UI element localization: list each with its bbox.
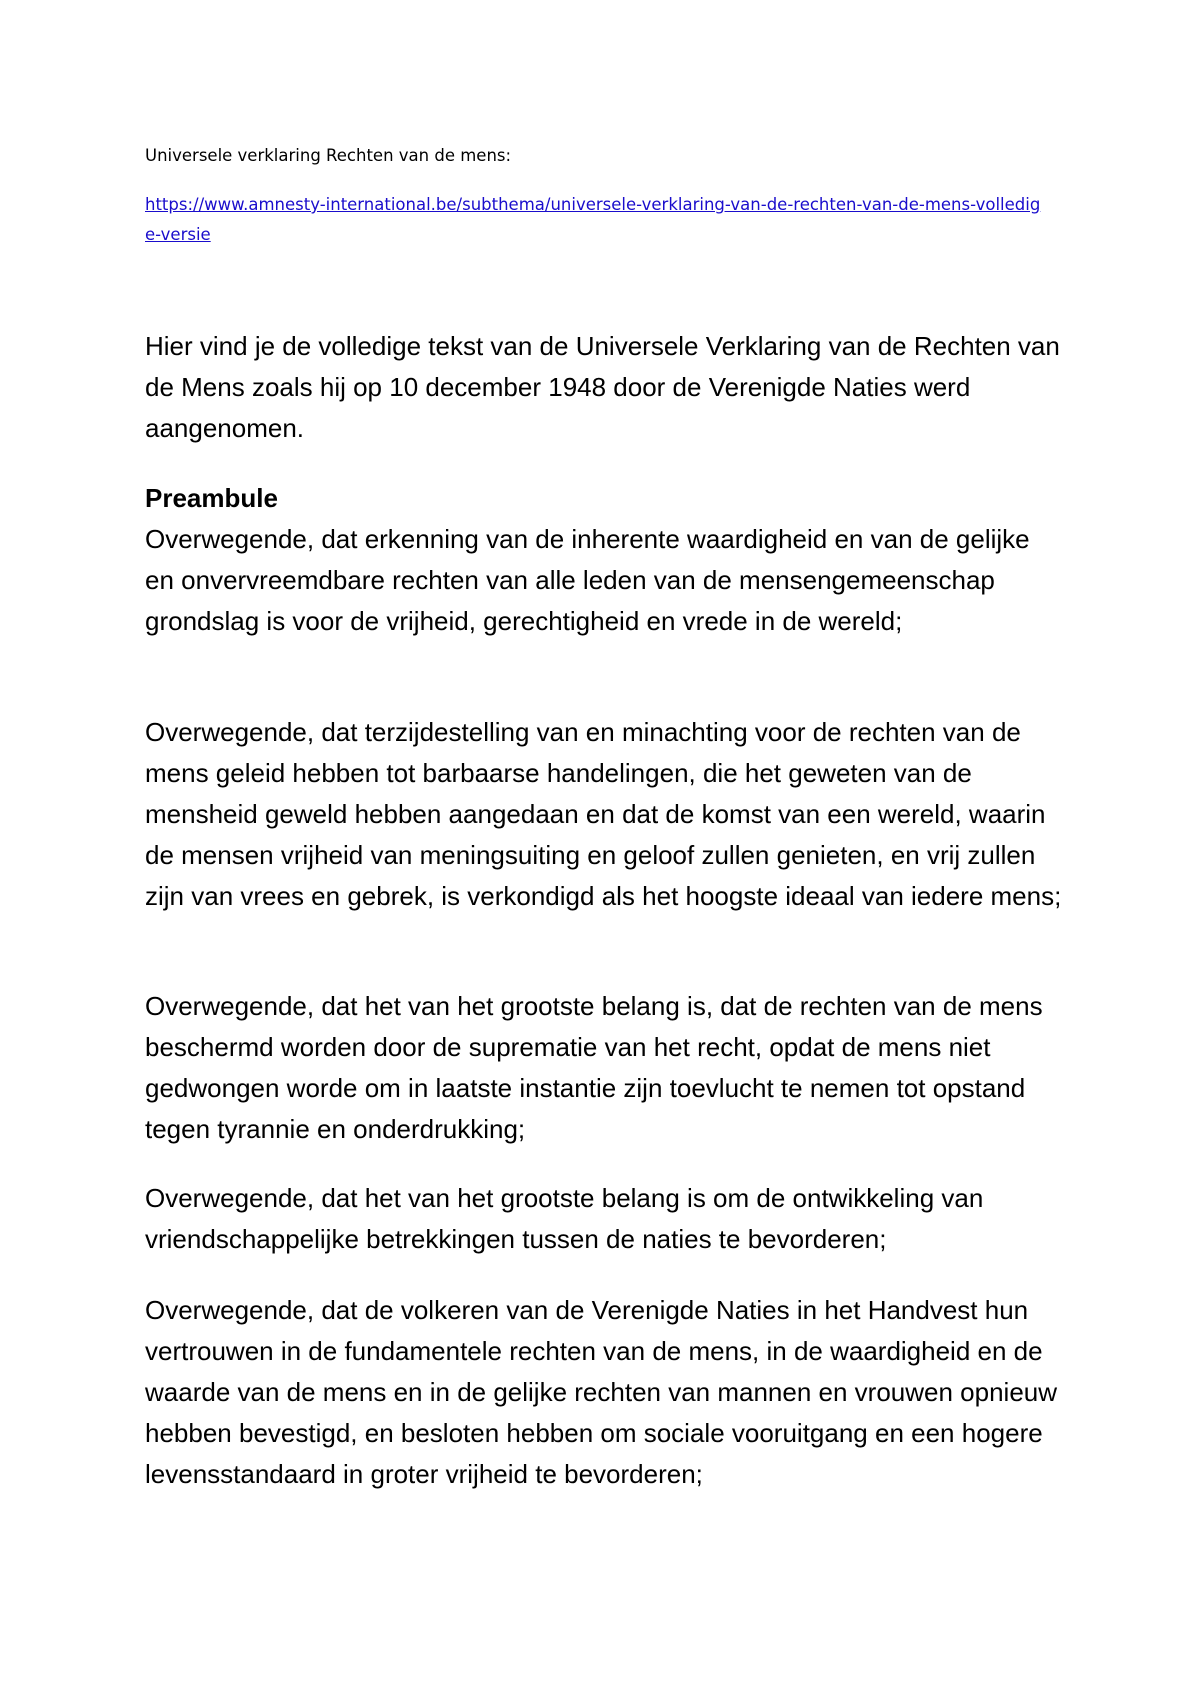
source-link[interactable]: https://www.amnesty-international.be/subthema/universele-verklaring-van-de-rechten-van-de-mens-volledige-versie	[145, 195, 1041, 244]
preamble-paragraph: Overwegende, dat de volkeren van de Verenigde Naties in het Handvest hun vertrouwen in de fundamentele rechten van de mens, in de waardigheid en de waarde van de mens en in de gelijke rechten van mannen en vrouwen opnieuw hebben bevestigd, en besloten hebben om sociale vooruitgang en een hogere levensstandaard in groter vrijheid te bevorderen;	[145, 1295, 1058, 1489]
section-heading-preambule: Preambule	[145, 483, 278, 513]
intro-paragraph: Hier vind je de volledige tekst van de Universele Verklaring van de Rechten van de Mens zoals hij op 10 december 1948 door de Verenigde Naties werd aangenomen.	[145, 331, 1060, 443]
preamble-paragraph: Overwegende, dat erkenning van de inherente waardigheid en van de gelijke en onvervreemdbare rechten van alle leden van de mensengemeenschap grondslag is voor de vrijheid, gerechtigheid en vrede in de wereld;	[145, 524, 1030, 636]
preamble-paragraph: Overwegende, dat het van het grootste belang is om de ontwikkeling van vriendschappelijke betrekkingen tussen de naties te bevorderen;	[145, 1183, 984, 1254]
preamble-paragraph: Overwegende, dat het van het grootste belang is, dat de rechten van de mens beschermd worden door de suprematie van het recht, opdat de mens niet gedwongen worde om in laatste instantie zijn toevlucht te nemen tot opstand tegen tyrannie en onderdrukking;	[145, 991, 1043, 1144]
document-title: Universele verklaring Rechten van de mens:	[145, 146, 512, 165]
preamble-paragraph: Overwegende, dat terzijdestelling van en minachting voor de rechten van de mens geleid hebben tot barbaarse handelingen, die het geweten van de mensheid geweld hebben aangedaan en dat de komst van een wereld, waarin de mensen vrijheid van meningsuiting en geloof zullen genieten, en vrij zullen zijn van vrees en gebrek, is verkondigd als het hoogste ideaal van iedere mens;	[145, 717, 1062, 911]
